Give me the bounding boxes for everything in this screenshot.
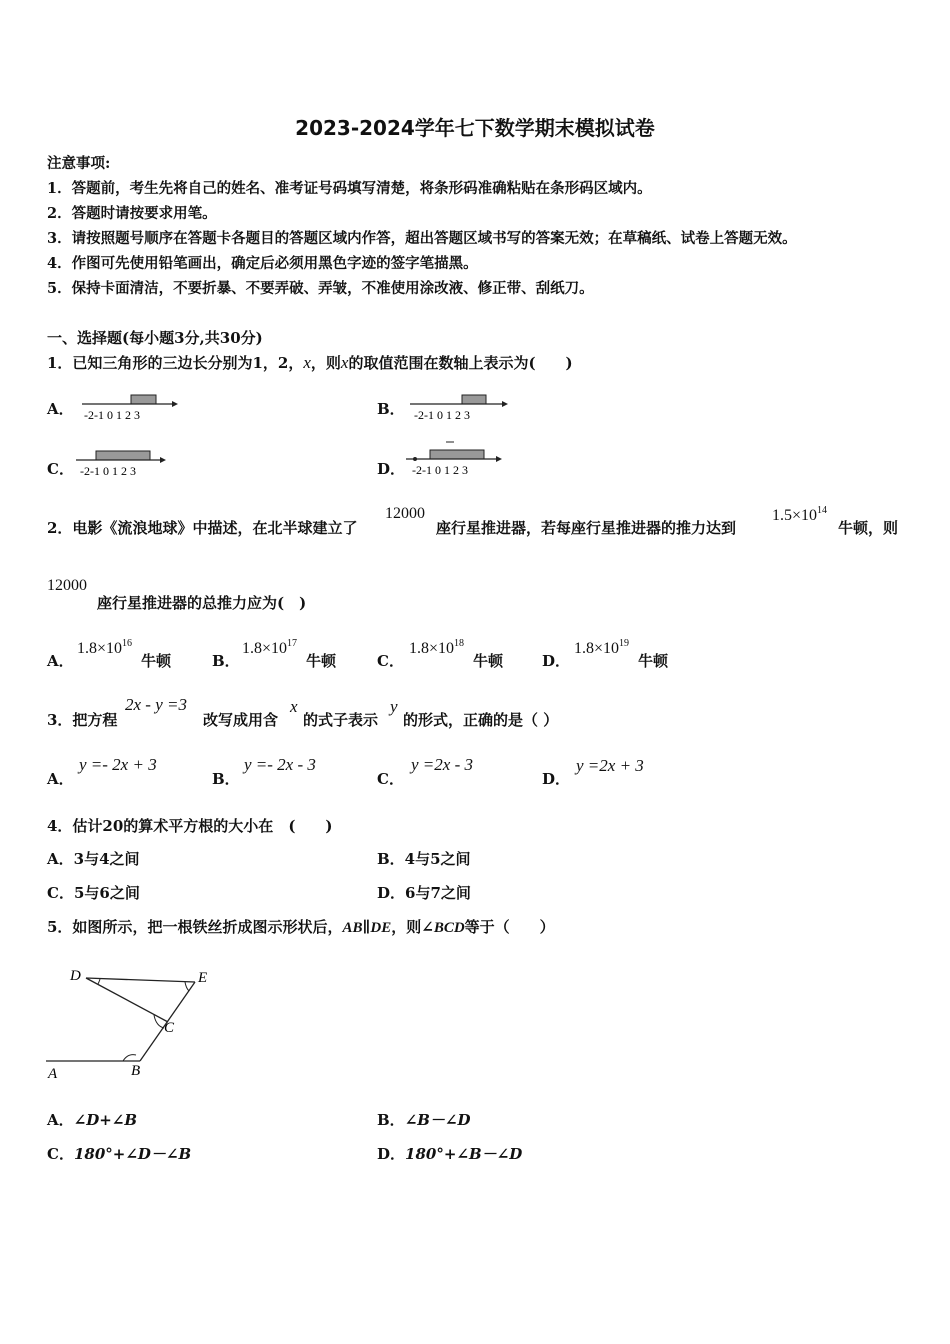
q5-label-d: D [70, 968, 81, 984]
q1-option-c-label: C． [47, 460, 74, 478]
q1-a-arrow [172, 401, 178, 407]
q5-stem [47, 916, 555, 937]
notice-heading: 注意事项: [47, 155, 111, 172]
q5-label-a: A [48, 1066, 58, 1082]
q2-c-base: 1.8×10 [409, 640, 455, 657]
q5-angle-e [185, 982, 189, 991]
q3-mid1: 改写成用含 [203, 711, 279, 729]
q1-option-a-label: A． [47, 400, 74, 418]
q3-option-d-expr: y =2x + 3 [576, 756, 644, 775]
q1-b-ticks: -2-1 0 1 2 3 [414, 408, 470, 422]
q1-c-arrow [160, 457, 166, 463]
q1-c-shade [96, 451, 150, 460]
q5-a-label: A． [47, 1111, 74, 1129]
q3-option-b-label: B． [212, 770, 240, 788]
q1-d-point [413, 457, 417, 461]
q2-b-base: 1.8×10 [242, 640, 288, 657]
q4-option-d: D．6与7之间 [377, 884, 471, 902]
q1-a-ticks: -2-1 0 1 2 3 [84, 408, 140, 422]
q5-angle-b [123, 1055, 136, 1061]
q1-d-arrow [496, 456, 502, 462]
q5-angle-d [98, 979, 100, 985]
q5-b-expr: ∠B－∠D [404, 1111, 471, 1129]
q3-equation: 2x - y =3 [125, 695, 187, 714]
q5-label-c: C [164, 1020, 175, 1036]
q2-prefix: 2．电影《流浪地球》中描述，在北半球建立了 [47, 519, 358, 537]
q2-force [772, 505, 827, 525]
q2-option-a-label: A． [47, 652, 74, 670]
page-title: 2023-2024学年七下数学期末模拟试卷 [295, 116, 655, 140]
q2-force-exp: 14 [817, 505, 828, 516]
q5-c-label: C． [47, 1145, 74, 1163]
q5-label-e: E [198, 970, 208, 986]
q2-option-b-label: B． [212, 652, 240, 670]
q1-option-b-label: B． [377, 400, 405, 418]
q5-c-expr: 180°+∠D－∠B [73, 1145, 192, 1163]
q2-option-c-label: C． [377, 652, 404, 670]
q5-figure [40, 960, 230, 1085]
q5-line-de [86, 978, 195, 982]
q4-option-a: A．3与4之间 [47, 850, 140, 868]
q5-option-c [47, 1143, 191, 1164]
q1-suffix: 的取值范围在数轴上表示为( ) [348, 354, 573, 372]
q5-suffix: 等于（ ） [464, 918, 555, 936]
q2-option-d-value [574, 638, 629, 658]
q1-var2: x [340, 353, 349, 372]
q1-c-ticks: -2-1 0 1 2 3 [80, 464, 136, 478]
q2-d-exp: 19 [619, 638, 630, 649]
q2-option-b-value [242, 638, 297, 658]
q5-d-expr: 180°+∠B－∠D [405, 1145, 523, 1163]
q1-option-d-label: D． [377, 460, 406, 478]
q2-c-exp: 18 [454, 638, 465, 649]
q1-d-shade [430, 450, 484, 459]
q2-option-a-value [77, 638, 132, 658]
q5-line-dc [86, 978, 168, 1022]
q3-option-b-expr: y =- 2x - 3 [244, 755, 316, 774]
q2-line2-text: 座行星推进器的总推力应为( ) [97, 594, 307, 612]
q1-mid: ，则 [310, 354, 341, 372]
q3-option-d-label: D． [542, 770, 571, 788]
q3-suffix: 的形式，正确的是（ ） [403, 711, 559, 729]
q5-prefix: 5．如图所示，把一根铁丝折成图示形状后， [47, 918, 343, 936]
q4-option-b: B．4与5之间 [377, 850, 471, 868]
q1-d-ticks: -2-1 0 1 2 3 [412, 463, 468, 477]
q1-option-d-numberline [404, 440, 508, 478]
q4-option-c: C．5与6之间 [47, 884, 140, 902]
q5-d-label: D． [377, 1145, 406, 1163]
q2-suffix: 牛顿，则 [838, 519, 899, 537]
q2-line2-num: 12000 [47, 577, 87, 594]
q2-a-exp: 16 [122, 638, 133, 649]
q2-d-base: 1.8×10 [574, 640, 620, 657]
q5-option-b [377, 1109, 471, 1130]
q3-var1: x [290, 697, 298, 716]
notice-item-3: 3．请按照题号顺序在答题卡各题目的答题区域内作答，超出答题区域书写的答案无效；在草稿纸、试卷上答题无效。 [47, 230, 797, 247]
q1-stem [47, 352, 573, 373]
q2-option-d-unit: 牛顿 [638, 652, 669, 670]
q2-option-a-unit: 牛顿 [141, 652, 172, 670]
section-heading: 一、选择题(每小题3分,共30分) [47, 329, 263, 347]
q1-var: x [303, 353, 311, 372]
q5-option-d [377, 1143, 522, 1164]
q2-force-base: 1.5×10 [772, 507, 818, 524]
q3-option-a-label: A． [47, 770, 74, 788]
q2-option-b-unit: 牛顿 [306, 652, 337, 670]
q3-mid2: 的式子表示 [303, 711, 379, 729]
notice-item-4: 4．作图可先使用铅笔画出，确定后必须用黑色字迹的签字笔描黑。 [47, 255, 478, 272]
q5-b-label: B． [377, 1111, 405, 1129]
q2-a-base: 1.8×10 [77, 640, 123, 657]
q4-stem: 4．估计20的算术平方根的大小在 ( ) [47, 817, 333, 835]
q1-a-shade [131, 395, 156, 404]
q2-num1: 12000 [385, 505, 425, 522]
q1-b-arrow [502, 401, 508, 407]
q5-cond: AB∥DE [342, 920, 392, 936]
notice-item-1: 1．答题前，考生先将自己的姓名、准考证号码填写清楚，将条形码准确粘贴在条形码区域内。 [47, 180, 652, 197]
q3-var2: y [390, 697, 398, 716]
q1-prefix: 1．已知三角形的三边长分别为1，2， [47, 354, 304, 372]
q3-prefix: 3．把方程 [47, 711, 118, 729]
q2-option-c-unit: 牛顿 [473, 652, 504, 670]
q3-option-a-expr: y =- 2x + 3 [79, 755, 157, 774]
q5-option-a [47, 1109, 137, 1130]
q5-angle: BCD [433, 920, 465, 936]
q1-option-c-numberline [74, 449, 174, 479]
q2-option-c-value [409, 638, 464, 658]
q3-option-c-label: C． [377, 770, 404, 788]
q1-b-shade [462, 395, 486, 404]
q1-option-b-numberline [408, 393, 512, 423]
notice-item-2: 2．答题时请按要求用笔。 [47, 205, 217, 222]
notice-item-5: 5．保持卡面清洁，不要折暴、不要弄破、弄皱，不准使用涂改液、修正带、刮纸刀。 [47, 280, 594, 297]
q2-mid: 座行星推进器，若每座行星推进器的推力达到 [436, 519, 737, 537]
q3-option-c-expr: y =2x - 3 [411, 755, 473, 774]
q2-b-exp: 17 [287, 638, 298, 649]
q2-option-d-label: D． [542, 652, 571, 670]
q5-mid: ，则∠ [391, 918, 434, 936]
q5-label-b: B [131, 1063, 141, 1079]
q1-option-a-numberline [80, 393, 180, 423]
q5-a-expr: ∠D+∠B [73, 1111, 138, 1129]
